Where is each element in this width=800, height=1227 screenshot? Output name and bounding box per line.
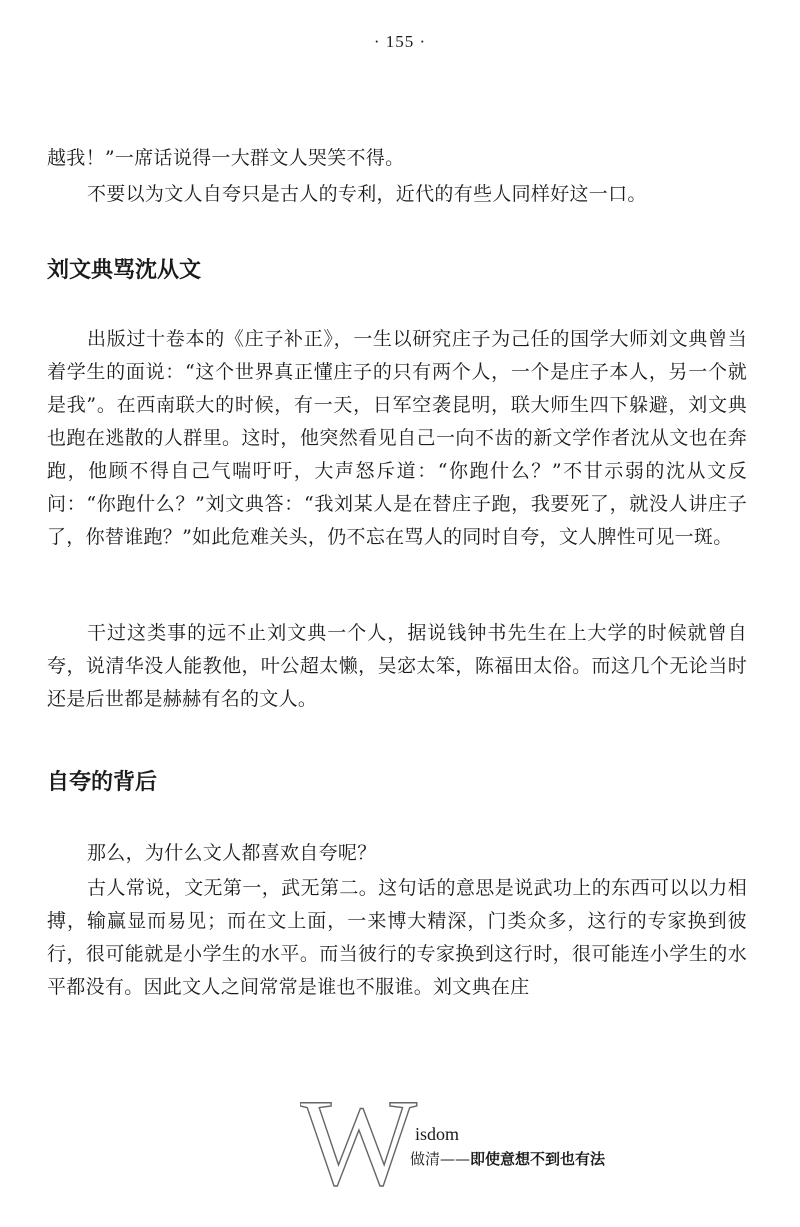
publisher-logo [300, 1080, 640, 1200]
paragraph [47, 142, 747, 175]
paragraph [47, 617, 747, 716]
paragraph-text: 不要以为文人自夸只是古人的专利，近代的有些人同样好这一口。 [87, 183, 647, 205]
section-heading: 刘文典骂沈从文 [47, 258, 202, 283]
page-number: · 155 · [373, 32, 427, 51]
paragraph [47, 872, 747, 1004]
w-logo-icon [300, 1080, 420, 1200]
tagline-text: 即使意想不到也有法 [470, 1150, 606, 1168]
paragraph-text: 越我！”一席话说得一大群文人哭笑不得。 [47, 147, 405, 169]
tagline-dash: —— [440, 1150, 471, 1168]
logo-word: isdom [415, 1124, 460, 1144]
tagline-prefix: 做清 [410, 1150, 441, 1168]
paragraph-text: 古人常说，文无第一，武无第二。这句话的意思是说武功上的东西可以以力相搏，输赢显而易见；而在文上面，一来博大精深，门类众多，这行的专家换到彼行，很可能就是小学生的水平。而当彼行的专家换到这行时，很可能连小学生的水平都没有。因此文人之间常常是谁也不服谁。刘文典在庄 [47, 877, 747, 998]
section-heading: 自夸的背后 [47, 770, 158, 795]
logo-tagline [410, 1148, 605, 1169]
paragraph [47, 178, 747, 211]
svg-text:W: W [300, 1080, 418, 1200]
paragraph [47, 323, 747, 554]
paragraph-text: 干过这类事的远不止刘文典一个人，据说钱钟书先生在上大学的时候就曾自夸，说清华没人能教他，叶公超太懒，吴宓太笨，陈福田太俗。而这几个无论当时还是后世都是赫赫有名的文人。 [47, 622, 747, 710]
paragraph-text: 出版过十卷本的《庄子补正》，一生以研究庄子为己任的国学大师刘文典曾当着学生的面说：“这个世界真正懂庄子的只有两个人，一个是庄子本人，另一个就是我”。在西南联大的时候，有一天，日军空袭昆明，联大师生四下躲避，刘文典也跑在逃散的人群里。这时，他突然看见自己一向不齿的新文学作者沈从文也在奔跑，他顾不得自己气喘吁吁，大声怒斥道：“你跑什么？”不甘示弱的沈从文反问：“你跑什么？”刘文典答：“我刘某人是在替庄子跑，我要死了，就没人讲庄子了，你替谁跑？”如此危难关头，仍不忘在骂人的同时自夸，文人脾性可见一斑。 [47, 328, 747, 548]
paragraph [47, 837, 747, 870]
paragraph-text: 那么，为什么文人都喜欢自夸呢？ [87, 842, 377, 864]
